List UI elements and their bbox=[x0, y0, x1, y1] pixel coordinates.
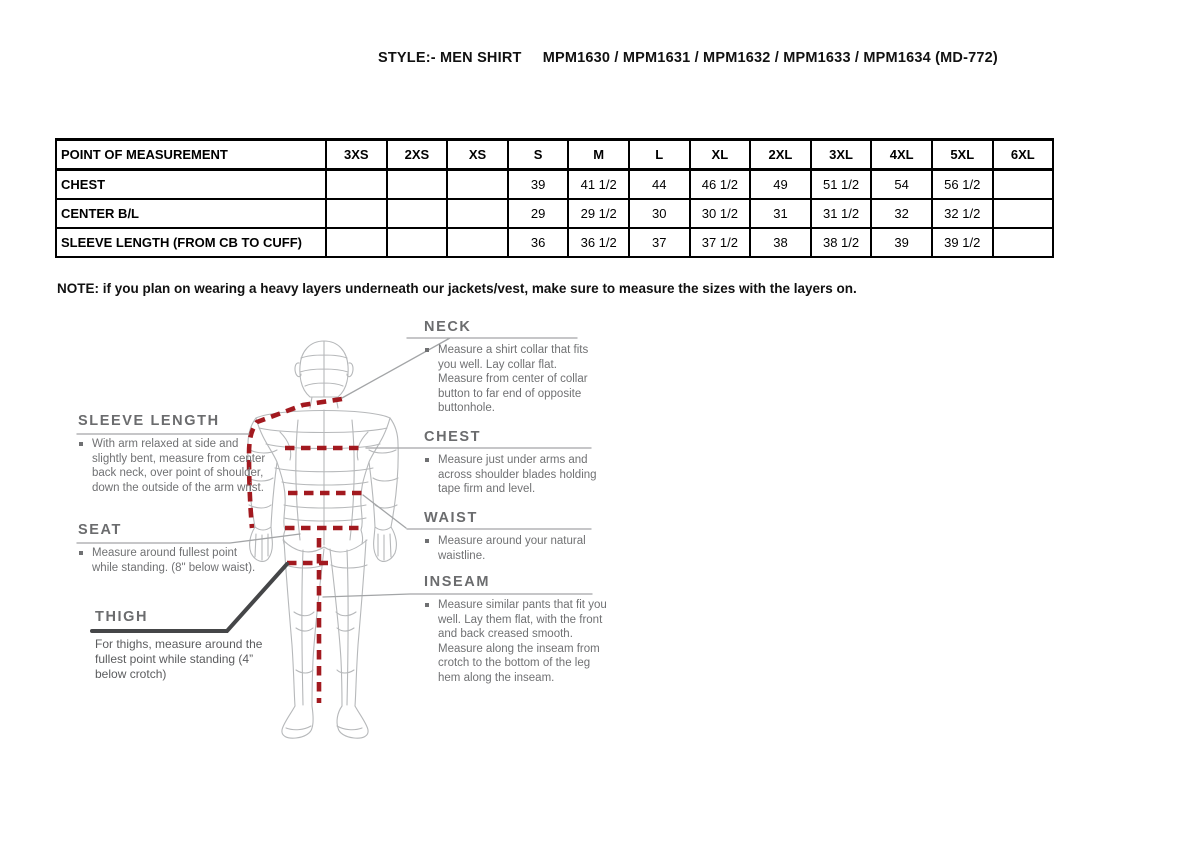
guide-section-neck bbox=[424, 319, 600, 416]
size-value-cell: 46 1/2 bbox=[690, 170, 751, 200]
sleeve-length-description: With arm relaxed at side and slightly bent, measure from center back neck, over point of shoulder, down the outside of the arm wrist. bbox=[78, 437, 270, 495]
size-value-cell: 30 bbox=[629, 199, 690, 228]
seat-description: Measure around fullest point while standing. (8" below waist). bbox=[78, 546, 258, 575]
size-value-cell: 29 1/2 bbox=[568, 199, 629, 228]
size-value-cell: 39 1/2 bbox=[932, 228, 993, 257]
column-header-5xl: 5XL bbox=[932, 140, 993, 170]
mannequin-legs bbox=[282, 540, 368, 738]
column-header-2xs: 2XS bbox=[387, 140, 448, 170]
size-value-cell: 32 bbox=[871, 199, 932, 228]
guide-section-waist bbox=[424, 510, 600, 563]
mannequin-torso bbox=[256, 410, 390, 552]
size-value-cell: 29 bbox=[508, 199, 569, 228]
column-header-xs: XS bbox=[447, 140, 508, 170]
size-value-cell: 39 bbox=[871, 228, 932, 257]
inseam-heading: INSEAM bbox=[424, 574, 490, 590]
size-value-cell: 30 1/2 bbox=[690, 199, 751, 228]
guide-section-inseam bbox=[424, 574, 608, 686]
column-header-3xl: 3XL bbox=[811, 140, 872, 170]
size-value-cell: 38 bbox=[750, 228, 811, 257]
column-header-point-of-measurement: POINT OF MEASUREMENT bbox=[56, 140, 326, 170]
size-value-cell: 56 1/2 bbox=[932, 170, 993, 200]
size-value-cell: 51 1/2 bbox=[811, 170, 872, 200]
neck-description: Measure a shirt collar that fits you well. Lay collar flat. Measure from center of collar button to far end of opposite buttonhole. bbox=[424, 343, 600, 416]
size-value-cell: 37 bbox=[629, 228, 690, 257]
column-header-4xl: 4XL bbox=[871, 140, 932, 170]
waist-heading: WAIST bbox=[424, 510, 478, 526]
size-value-cell: 49 bbox=[750, 170, 811, 200]
guide-section-thigh bbox=[95, 609, 273, 683]
guide-section-chest bbox=[424, 429, 608, 497]
column-header-3xs: 3XS bbox=[326, 140, 387, 170]
mannequin-head bbox=[295, 341, 353, 408]
mannequin-right-arm bbox=[369, 418, 398, 561]
size-value-cell: 38 1/2 bbox=[811, 228, 872, 257]
size-value-cell: 31 bbox=[750, 199, 811, 228]
row-label: SLEEVE LENGTH (FROM CB TO CUFF) bbox=[56, 228, 326, 257]
seat-heading: SEAT bbox=[78, 522, 122, 538]
column-header-s: S bbox=[508, 140, 569, 170]
neck-heading: NECK bbox=[424, 319, 472, 335]
inseam-description: Measure similar pants that fit you well. Lay them flat, with the front and back creased smooth. Measure along the inseam from crotch to the bottom of the leg hem along the inseam. bbox=[424, 598, 608, 686]
chest-heading: CHEST bbox=[424, 429, 482, 445]
guide-section-seat bbox=[78, 522, 258, 575]
size-value-cell: 39 bbox=[508, 170, 569, 200]
column-header-6xl: 6XL bbox=[993, 140, 1054, 170]
row-label: CHEST bbox=[56, 170, 326, 200]
column-header-2xl: 2XL bbox=[750, 140, 811, 170]
size-value-cell: 31 1/2 bbox=[811, 199, 872, 228]
column-header-xl: XL bbox=[690, 140, 751, 170]
size-value-cell: 41 1/2 bbox=[568, 170, 629, 200]
guide-section-sleeve-length bbox=[78, 413, 270, 495]
thigh-description: For thighs, measure around the fullest point while standing (4” below crotch) bbox=[95, 637, 263, 682]
thigh-heading: THIGH bbox=[95, 609, 149, 625]
size-value-cell: 37 1/2 bbox=[690, 228, 751, 257]
column-header-m: M bbox=[568, 140, 629, 170]
size-value-cell: 36 1/2 bbox=[568, 228, 629, 257]
chest-description: Measure just under arms and across shoulder blades holding tape firm and level. bbox=[424, 453, 608, 497]
waist-description: Measure around your natural waistline. bbox=[424, 534, 600, 563]
page-title: STYLE:- MEN SHIRT MPM1630 / MPM1631 / MPM1632 / MPM1633 / MPM1634 (MD-772) bbox=[378, 50, 998, 66]
size-value-cell: 36 bbox=[508, 228, 569, 257]
size-value-cell: 44 bbox=[629, 170, 690, 200]
column-header-l: L bbox=[629, 140, 690, 170]
note-text: NOTE: if you plan on wearing a heavy layers underneath our jackets/vest, make sure to measure the sizes with the layers on. bbox=[57, 281, 857, 296]
sleeve-length-heading: SLEEVE LENGTH bbox=[78, 413, 220, 429]
row-label: CENTER B/L bbox=[56, 199, 326, 228]
size-value-cell: 32 1/2 bbox=[932, 199, 993, 228]
size-value-cell: 54 bbox=[871, 170, 932, 200]
